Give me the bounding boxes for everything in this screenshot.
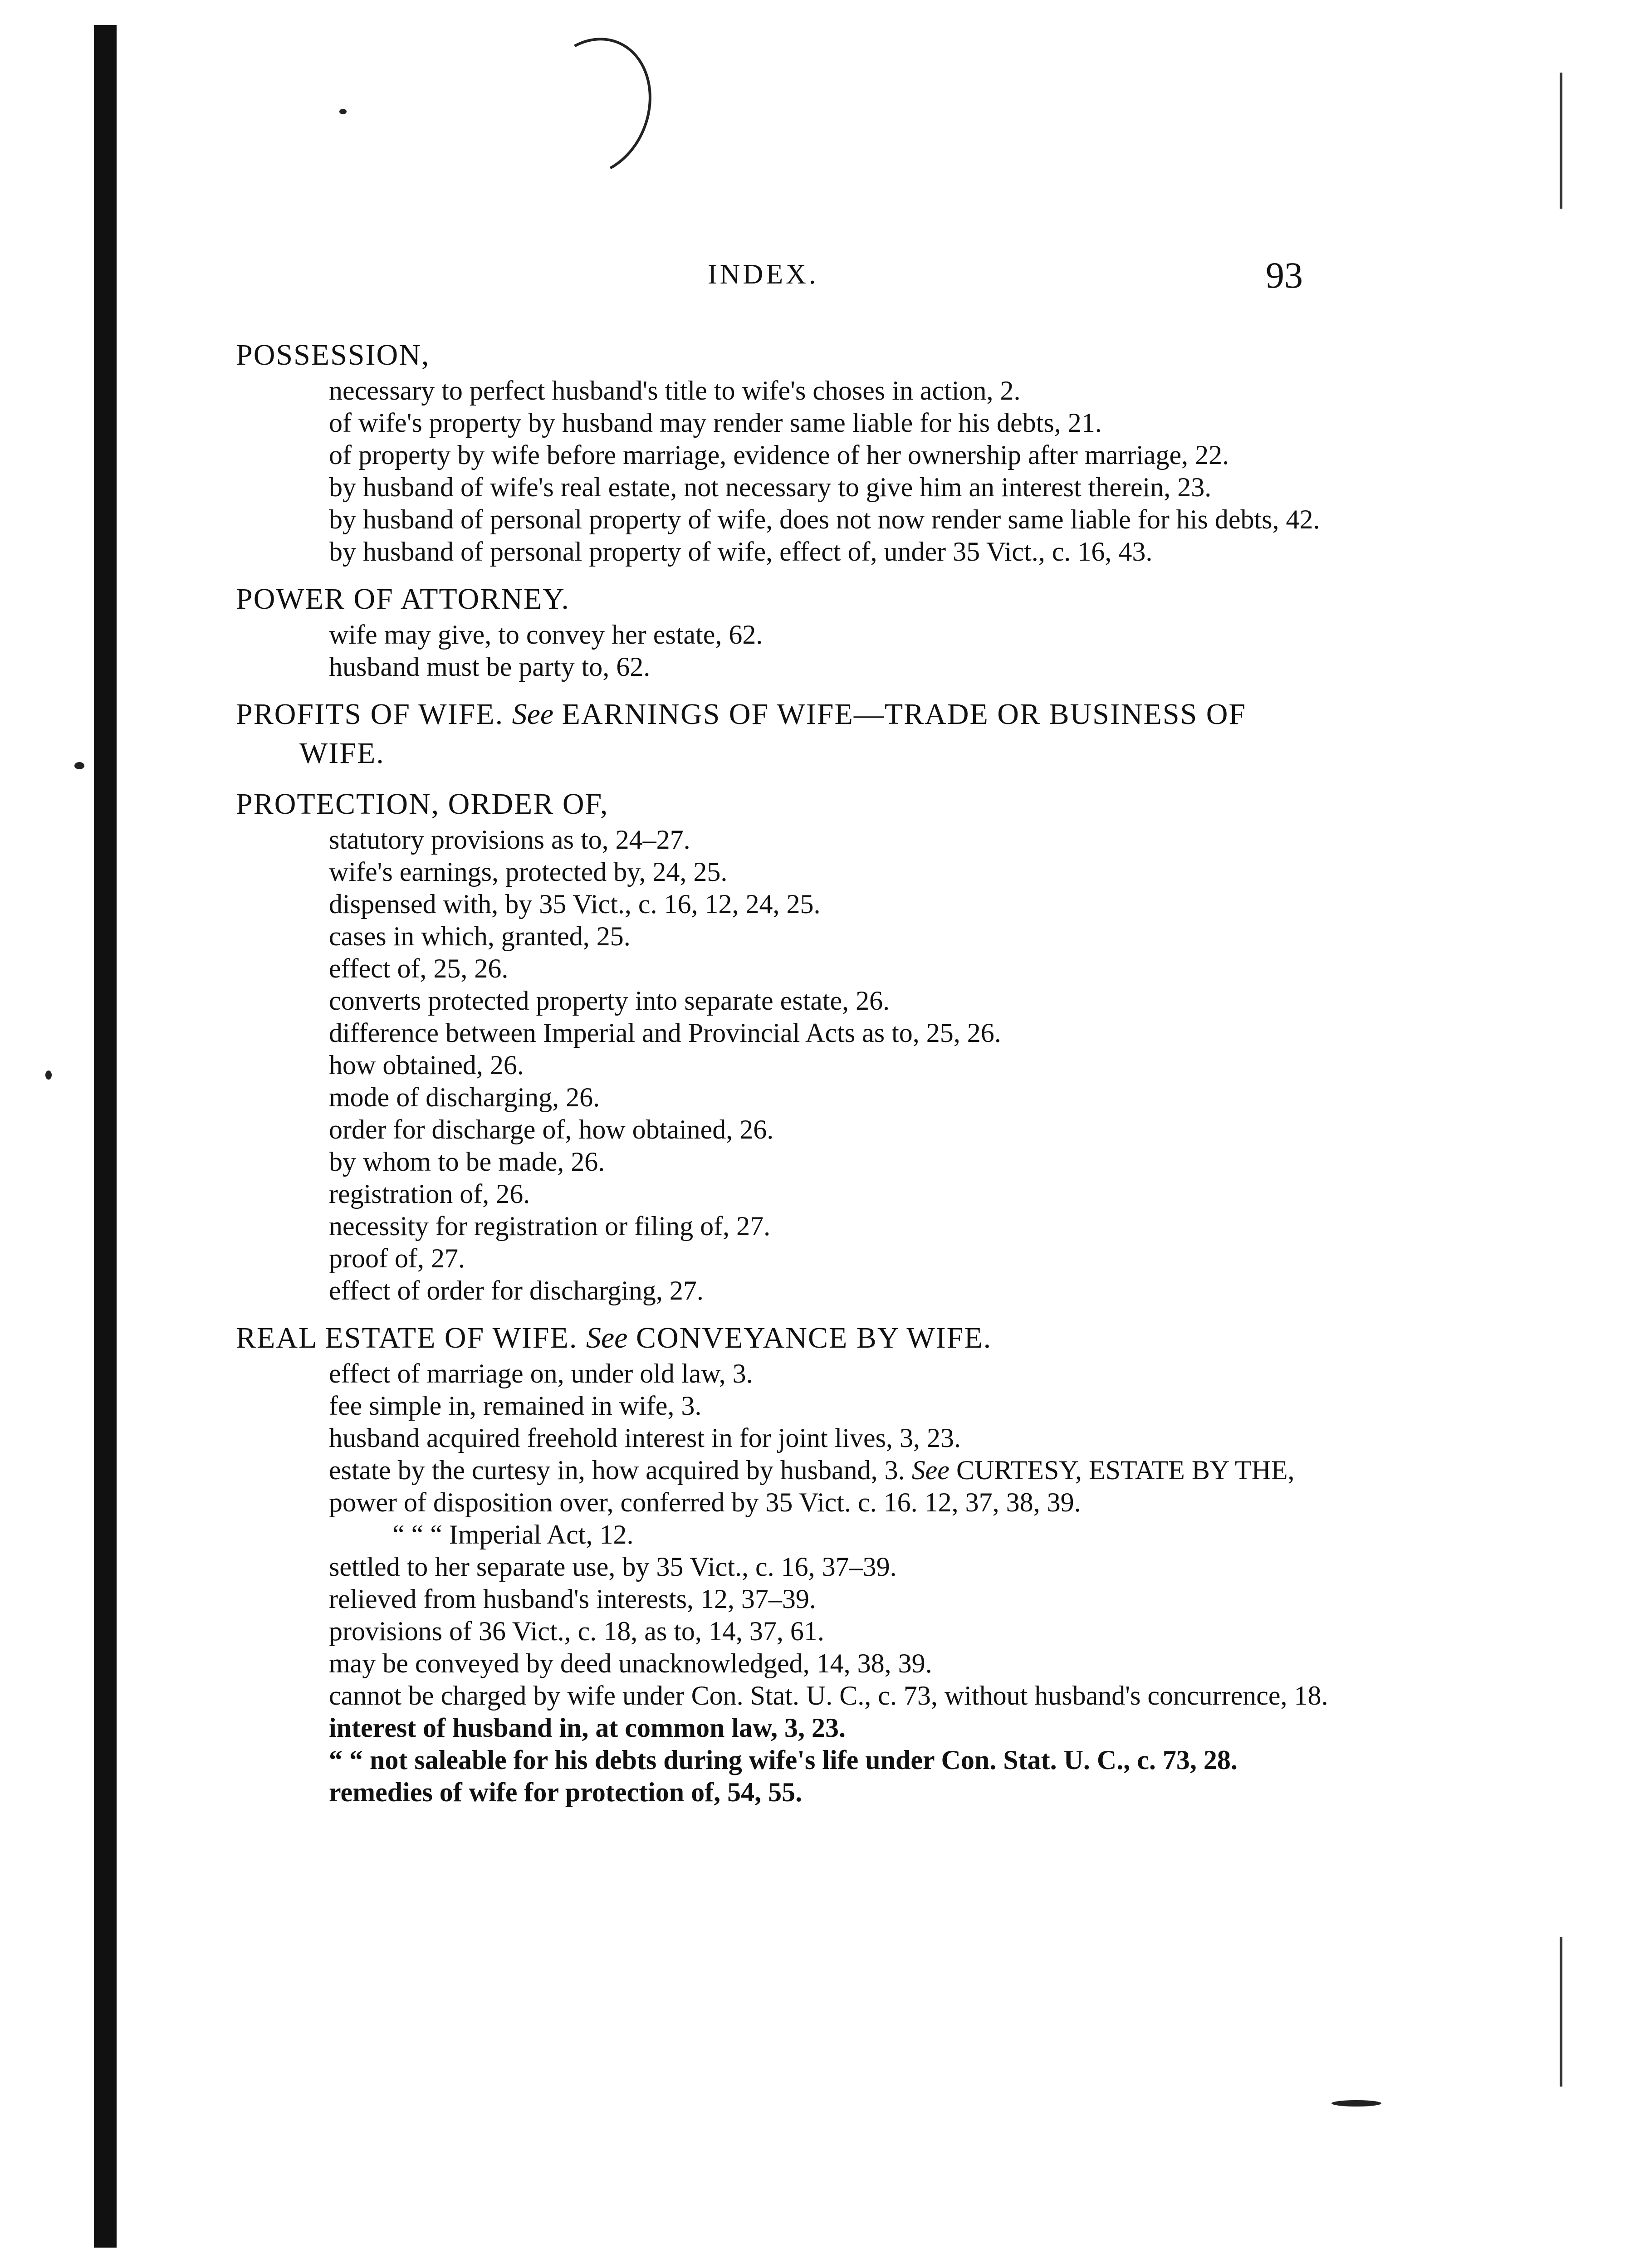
index-heading: POWER OF ATTORNEY. <box>236 582 570 616</box>
cross-reference: CONVEYANCE BY WIFE. <box>636 1321 992 1354</box>
index-entry: proof of, 27. <box>329 1243 465 1273</box>
index-entry: difference between Imperial and Provincial Acts as to, 25, 26. <box>329 1018 1001 1048</box>
index-entry: effect of, 25, 26. <box>329 953 509 983</box>
index-entry: remedies of wife for protection of, 54, 55. <box>329 1777 803 1807</box>
index-entry: husband acquired freehold interest in for joint lives, 3, 23. <box>329 1423 961 1453</box>
speck <box>1331 2100 1381 2107</box>
index-entry: converts protected property into separate estate, 26. <box>329 986 890 1016</box>
index-entry: of wife's property by husband may render same liable for his debts, 21. <box>329 408 1102 438</box>
index-entry: wife's earnings, protected by, 24, 25. <box>329 857 728 887</box>
index-entry: power of disposition over, conferred by 35 Vict. c. 16. 12, 37, 38, 39. <box>329 1487 1081 1517</box>
index-entry: registration of, 26. <box>329 1179 530 1209</box>
index-entry: by whom to be made, 26. <box>329 1147 605 1177</box>
speck <box>74 762 84 769</box>
index-entry: husband must be party to, 62. <box>329 652 651 682</box>
page-header <box>0 254 1625 304</box>
entry-text: estate by the curtesy in, how acquired by husband, 3. <box>329 1455 905 1485</box>
index-heading <box>236 1319 1334 1358</box>
index-entry: of property by wife before marriage, evidence of her ownership after marriage, 22. <box>329 440 1229 470</box>
index-body <box>236 336 1334 1809</box>
index-entry: statutory provisions as to, 24–27. <box>329 825 690 855</box>
index-entry: order for discharge of, how obtained, 26. <box>329 1114 774 1144</box>
index-entry: dispensed with, by 35 Vict., c. 16, 12, 24, 25. <box>329 889 821 919</box>
index-entry: how obtained, 26. <box>329 1050 524 1080</box>
index-entry: settled to her separate use, by 35 Vict., c. 16, 37–39. <box>329 1552 897 1582</box>
index-heading: PROTECTION, ORDER OF, <box>236 787 609 821</box>
margin-mark <box>1560 73 1562 209</box>
see-reference-label: See <box>586 1321 628 1354</box>
index-entry: mode of discharging, 26. <box>329 1082 600 1112</box>
index-entry: wife may give, to convey her estate, 62. <box>329 620 763 650</box>
pen-stroke <box>514 21 671 193</box>
speck <box>339 109 347 114</box>
index-entry: effect of order for discharging, 27. <box>329 1276 704 1305</box>
index-entry: necessity for registration or filing of, 27. <box>329 1211 771 1241</box>
index-entry: effect of marriage on, under old law, 3. <box>329 1359 753 1388</box>
speck <box>45 1070 52 1080</box>
index-entry: by husband of personal property of wife, effect of, under 35 Vict., c. 16, 43. <box>329 537 1153 567</box>
running-head: INDEX. <box>708 259 819 290</box>
cross-reference: EARNINGS OF WIFE—TRADE OR BUSINESS OF WIFE. <box>299 698 1247 770</box>
see-reference-label: See <box>911 1455 950 1485</box>
index-entry: by husband of wife's real estate, not necessary to give him an interest therein, 23. <box>329 472 1212 502</box>
margin-mark <box>1560 1937 1562 2087</box>
index-entry: may be conveyed by deed unacknowledged, 14, 38, 39. <box>329 1648 932 1678</box>
heading-term: REAL ESTATE OF WIFE. <box>236 1321 578 1354</box>
index-entry: fee simple in, remained in wife, 3. <box>329 1391 702 1421</box>
index-entry: relieved from husband's interests, 12, 37–39. <box>329 1584 816 1614</box>
index-entry: interest of husband in, at common law, 3, 23. <box>329 1713 846 1743</box>
binding-edge <box>94 25 117 2248</box>
index-entry <box>236 1454 1334 1486</box>
page-number: 93 <box>1266 254 1303 296</box>
see-reference-label: See <box>512 698 554 731</box>
index-heading <box>236 695 1334 773</box>
index-entry: by husband of personal property of wife, does not now render same liable for his debts, 42. <box>329 504 1320 534</box>
cross-reference: CURTESY, ESTATE BY THE, <box>956 1455 1295 1485</box>
index-heading: POSSESSION, <box>236 338 430 371</box>
index-entry: cases in which, granted, 25. <box>329 921 631 951</box>
index-entry: “ “ not saleable for his debts during wife's life under Con. Stat. U. C., c. 73, 28. <box>329 1745 1238 1775</box>
index-entry: provisions of 36 Vict., c. 18, as to, 14, 37, 61. <box>329 1616 824 1646</box>
index-entry: “ “ “ Imperial Act, 12. <box>392 1520 634 1549</box>
index-entry: necessary to perfect husband's title to wife's choses in action, 2. <box>329 376 1021 406</box>
heading-term: PROFITS OF WIFE. <box>236 698 504 731</box>
index-entry: cannot be charged by wife under Con. Stat. U. C., c. 73, without husband's concurrence, 18. <box>329 1681 1328 1711</box>
